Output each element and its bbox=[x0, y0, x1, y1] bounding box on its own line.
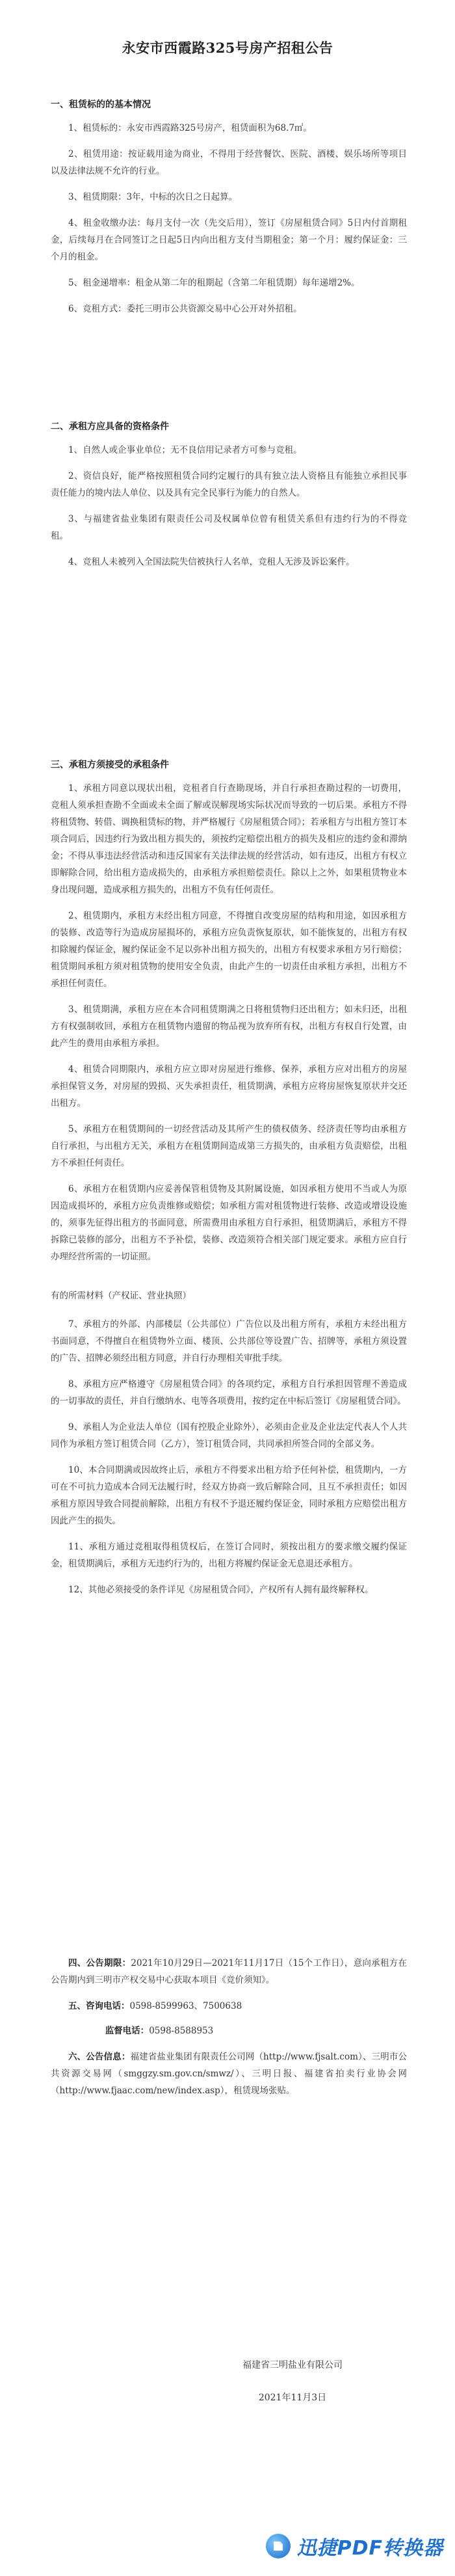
paragraph: 4、租赁合同期限内，承租方应立即对房屋进行维修、保养，承租方应对出租方的房屋承担保管义务，对房屋的毁损、灭失承担责任，租赁期满，承租方应将房屋恢复原状并交还出租方。 bbox=[51, 1064, 407, 1108]
section-heading: 六、公告信息： bbox=[68, 2052, 131, 2062]
notice-period bbox=[51, 1955, 407, 1989]
supervise-label: 监督电话： bbox=[105, 2026, 150, 2036]
watermark bbox=[266, 2532, 443, 2560]
paragraph: 3、与福建省盐业集团有限责任公司及权属单位曾有租赁关系但有违约行为的不得竞租。 bbox=[51, 514, 407, 541]
paragraph: 11、承租方通过竞租取得租赁权后，在签订合同时，须按出租方的要求缴交履约保证金，租赁期满后，承租方无违约行为的，出租方将履约保证金无息退还承租方。 bbox=[51, 1542, 407, 1569]
paragraph: 8、承租方应严格遵守《房屋租赁合同》的各项约定，承租方自行承担因管理不善造成的一切事故的责任，并自行缴纳水、电等各项费用，按约定在中标后签订《房屋租赁合同》。 bbox=[51, 1379, 407, 1406]
publish-info bbox=[51, 2048, 407, 2099]
section-contacts bbox=[51, 1955, 407, 2099]
paragraph: 7、承租方的外部、内部楼层（公共部位）广告位以及出租方所有，承租方未经出租方书面同意，不得擅自在租赁物外立面、楼顶、公共部位等设置广告、招牌等，承租方须设置的广告、招牌必须经出租方同意，并自行办理相关审批手续。 bbox=[51, 1319, 407, 1363]
paragraph: 2、租赁用途：按证载用途为商业，不得用于经营餐饮、医院、酒楼、娱乐场所等项目以及法律法规不允许的行业。 bbox=[51, 149, 407, 176]
paragraph: 10、本合同期满或因故终止后，承租方不得要求出租方给予任何补偿，租赁期内，一方可在不可抗力造成本合同无法履行时，经双方协商一致后解除合同，且互不承担责任；如因承租方原因导致合同提前解除，出租方有权不予退还履约保证金，同时承租方应赔偿出租方因此产生的损失。 bbox=[51, 1465, 407, 1526]
watermark-text: 迅捷PDF转换器 bbox=[296, 2537, 443, 2560]
paragraph: 5、租金递增率：租金从第二年的租期起（含第二年租赁期）每年递增2%。 bbox=[68, 278, 360, 288]
section-basic-info bbox=[51, 98, 407, 327]
section-heading: 一、租赁标的的基本情况 bbox=[51, 100, 151, 110]
section-heading: 二、承租方应具备的资格条件 bbox=[51, 422, 169, 432]
paragraph: 9、承租人为企业法人单位（国有控股企业除外），必须由企业及企业法定代表人个人共同作为承租方签订租赁合同（乙方），签订租赁合同，共同承担所签合同的全部义务。 bbox=[51, 1422, 407, 1449]
paragraph: 3、租赁期满，承租方应在本合同租赁期满之日将租赁物归还出租方；如未归还，出租方有权强制收回，承租方在租赁物内遗留的物品视为放弃所有权，出租方有权自行处置，由此产生的费用由承租方承担。 bbox=[51, 1004, 407, 1049]
paragraph: 2、资信良好，能严格按照租赁合同约定履行的具有独立法人资格且有能独立承担民事责任能力的境内法人单位、以及具有完全民事行为能力的自然人。 bbox=[51, 471, 407, 498]
consult-phone bbox=[51, 1998, 407, 2015]
paragraph: 5、承租方在租赁期间的一切经营活动及其所产生的债权债务、经济责任等均由承租方自行承担，与出租方无关，承租方在租赁期间造成第三方损失的，由承租方负责赔偿，出租方不承担任何责任。 bbox=[51, 1124, 407, 1168]
consult-phone-value: 0598-8599963、7500638 bbox=[129, 2001, 242, 2011]
paragraph: 1、租赁标的：永安市西霞路325号房产，租赁面积为68.7㎡。 bbox=[68, 123, 312, 133]
paragraph: 2、租赁期内，承租方未经出租方同意，不得擅自改变房屋的结构和用途，如因承租方的装修、改造等行为造成房屋损坏的，承租方应负责恢复原状，如不能恢复的，出租方有权扣除履约保证金，履约保证金不足以弥补出租方损失的，出租方有权要求承租方另行赔偿；租赁期间承租方须对租赁物的使用安全负责，由此产生的一切责任由承租方承担，出租方不承担任何责任。 bbox=[51, 911, 407, 989]
signature-date: 2021年11月3日 bbox=[258, 2393, 327, 2403]
publish-info-text: 福建省盐业集团有限责任公司网（http://www.fjsalt.com）、三明市公共资源交易网（smggzy.sm.gov.cn/smwz/）、三明日报、福建省拍卖行业协会网（http://www.fjaac.com/new/index.asp），租赁现场张贴。 bbox=[51, 2052, 407, 2096]
supervise-phone bbox=[51, 2022, 407, 2039]
paragraph: 1、承租方同意以现状出租，竞租者自行查勘现场，并自行承担查勘过程的一切费用，竞租人须承担查勘不全面或未全面了解或误解现场实际状况而导致的一切后果。承租方不得将租赁物、转借、调换租赁标的物，并严格履行《房屋租赁合同》；若承租方与出租方签订本项合同后，因违约行为致出租方损失的，须按约定赔偿出租方的损失及相应的违约金和滞纳金；不得从事违法经营活动和违反国家有关法律法规的经营活动，如有违反，出租方有权立即解除合同，给出租方造成损失的，由承租方承担赔偿责任。除以上之外，如果租赁物业本身出现问题，造成承租方损失的，出租方不负有任何责任。 bbox=[51, 783, 407, 895]
signature-company: 福建省三明盐业有限公司 bbox=[242, 2360, 343, 2370]
paragraph: 1、自然人或企事业单位；无不良信用记录者方可参与竞租。 bbox=[68, 445, 302, 455]
section-qualification bbox=[51, 420, 407, 580]
section-lease-conditions bbox=[51, 758, 407, 1607]
paragraph: 4、租金收缴办法：每月支付一次（先交后用），签订《房屋租赁合同》5日内付首期租金，后续每月在合同签订之日起5日内向出租方支付当期租金；第一个月：履约保证金：三个月的租金。 bbox=[51, 218, 407, 262]
paragraph: 有的所需材料（产权证、营业执照） bbox=[51, 1291, 191, 1301]
paragraph: 12、其他必须接受的条件详见《房屋租赁合同》，产权所有人拥有最终解释权。 bbox=[68, 1585, 374, 1595]
section-heading: 五、咨询电话： bbox=[68, 2001, 130, 2011]
section-heading: 四、公告期限： bbox=[68, 1958, 131, 1968]
supervise-phone-value: 0598-8588953 bbox=[149, 2026, 214, 2036]
paragraph: 4、竞租人未被列入全国法院失信被执行人名单，竞租人无涉及诉讼案件。 bbox=[68, 557, 355, 567]
paragraph: 3、租赁期限：3年，中标的次日之日起算。 bbox=[68, 192, 238, 202]
section-heading: 三、承租方须接受的承租条件 bbox=[51, 760, 169, 770]
page-title: 永安市西霞路325号房产招租公告 bbox=[122, 40, 333, 56]
paragraph: 6、竞租方式：委托三明市公共资源交易中心公开对外招租。 bbox=[68, 304, 302, 314]
notice-period-text: 2021年10月29日—2021年11月17日（15个工作日），意向承租方在公告期内到三明市产权交易中心获取本项目《竞价须知》。 bbox=[51, 1958, 407, 1985]
paragraph: 6、承租方在租赁期内应妥善保管租赁物及其附属设施，如因承租方使用不当或人为原因造成损坏的，承租方应负责维修或赔偿；如承租方需对租赁物进行装修、改造或增设设施的，须事先征得出租方的书面同意，所需费用由承租方自行承担，租赁期满后，承租方不得拆除已装修的部分，出租方不予补偿，装修、改造须符合相关部门规定要求。承租方应自行办理经营所需的一切证照。 bbox=[51, 1184, 407, 1262]
watermark-logo-icon bbox=[266, 2534, 291, 2558]
